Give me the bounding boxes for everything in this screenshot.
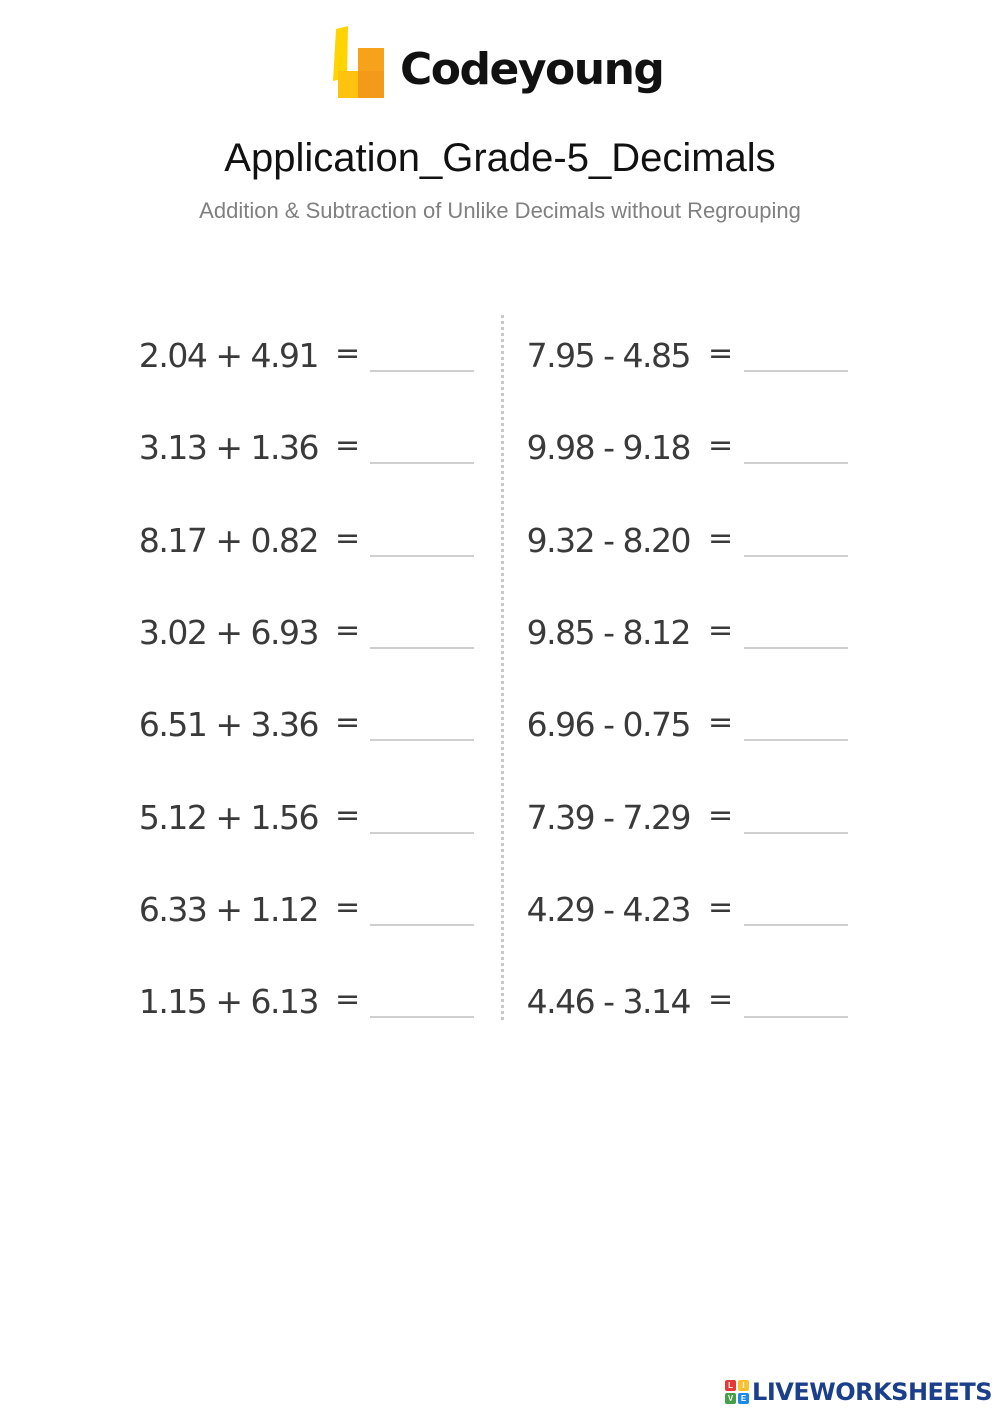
problem-expression: 9.85 - 8.12 <box>526 612 690 652</box>
answer-blank[interactable] <box>744 647 848 649</box>
equals-sign: = <box>335 520 361 556</box>
liveworksheets-icon <box>725 1380 749 1404</box>
problem-expression: 2.04 + 4.91 <box>138 336 318 375</box>
problem-row <box>0 322 1000 382</box>
equals-sign: = <box>708 428 734 464</box>
worksheet-subtitle: Addition & Subtraction of Unlike Decimals without Regrouping <box>199 198 801 223</box>
problem-expression: 4.29 - 4.23 <box>526 889 690 929</box>
brand-name: Codeyoung <box>400 44 664 95</box>
equals-sign: = <box>335 982 361 1018</box>
equals-sign: = <box>708 520 734 556</box>
equals-sign: = <box>335 336 361 371</box>
problem-expression: 7.39 - 7.29 <box>526 797 690 837</box>
problem-expression: 5.12 + 1.56 <box>138 797 318 837</box>
equals-sign: = <box>708 612 734 648</box>
equals-sign: = <box>708 336 734 371</box>
problem-expression: 8.17 + 0.82 <box>138 520 318 560</box>
equals-sign: = <box>708 797 734 833</box>
answer-blank[interactable] <box>744 370 848 372</box>
problem-row <box>0 414 1000 474</box>
problem-row <box>0 876 1000 936</box>
liveworksheets-logo <box>725 1377 992 1407</box>
problem-expression: 6.51 + 3.36 <box>138 705 318 745</box>
problem-expression: 1.15 + 6.13 <box>138 982 318 1022</box>
problem-expression: 9.32 - 8.20 <box>526 520 690 560</box>
problem-expression: 3.02 + 6.93 <box>138 612 318 652</box>
lw-letter-i: I <box>738 1380 749 1391</box>
answer-blank[interactable] <box>744 832 848 834</box>
equals-sign: = <box>335 889 361 925</box>
answer-blank[interactable] <box>744 462 848 464</box>
problem-row <box>0 507 1000 567</box>
problem-row <box>0 968 1000 1028</box>
equals-sign: = <box>708 705 734 741</box>
equals-sign: = <box>335 428 361 464</box>
lw-letter-v: V <box>725 1393 736 1404</box>
codeyoung-logo <box>330 26 690 106</box>
problem-expression: 6.33 + 1.12 <box>138 889 318 929</box>
answer-blank[interactable] <box>744 924 848 926</box>
problem-expression: 4.46 - 3.14 <box>526 982 690 1022</box>
problem-expression: 9.98 - 9.18 <box>526 428 690 468</box>
equals-sign: = <box>708 889 734 925</box>
problem-expression: 7.95 - 4.85 <box>526 336 690 375</box>
problem-expression: 3.13 + 1.36 <box>138 428 318 468</box>
answer-blank[interactable] <box>744 1016 848 1018</box>
equals-sign: = <box>708 982 734 1018</box>
problem-row <box>0 784 1000 844</box>
answer-blank[interactable] <box>744 739 848 741</box>
problem-row <box>0 691 1000 751</box>
answer-blank[interactable] <box>744 555 848 557</box>
lw-letter-e: E <box>738 1393 749 1404</box>
equals-sign: = <box>335 705 361 741</box>
worksheet-title: Application_Grade-5_Decimals <box>224 136 776 180</box>
codeyoung-logo-icon <box>330 26 390 101</box>
problem-expression: 6.96 - 0.75 <box>526 705 690 745</box>
equals-sign: = <box>335 797 361 833</box>
equals-sign: = <box>335 612 361 648</box>
lw-letter-l: L <box>725 1380 736 1391</box>
liveworksheets-text: LIVEWORKSHEETS <box>752 1378 992 1406</box>
problem-row <box>0 599 1000 659</box>
